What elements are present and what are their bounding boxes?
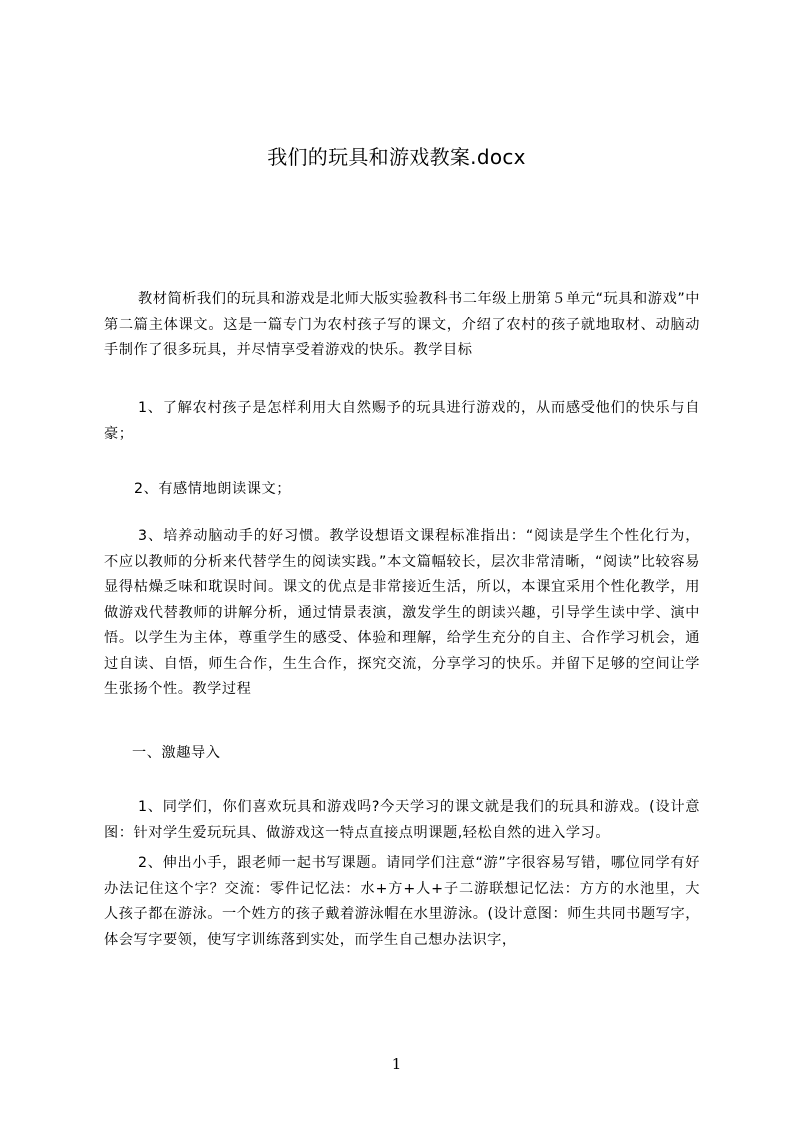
page-number: 1: [391, 1055, 402, 1073]
paragraph-step-2: 2、伸出小手，跟老师一起书写课题。请同学们注意“游”字很容易写错，哪位同学有好办法记住这个字？交流：零件记忆法：水+方+人+子二游联想记忆法：方方的水池里，大人孩子都在游泳。一个姓方的孩子戴着游泳帽在水里游泳。(设计意图：师生共同书题写字，体会写字要领，使写字训练落到实处，而学生自己想办法识字，: [104, 855, 700, 948]
paragraph-step-1: 1、同学们，你们喜欢玩具和游戏吗?今天学习的课文就是我们的玩具和游戏。(设计意图：针对学生爱玩玩具、做游戏这一特点直接点明课题,轻松自然的进入学习。: [104, 799, 700, 841]
paragraph-textbook-analysis: 教材简析我们的玩具和游戏是北师大版实验教科书二年级上册第５单元“玩具和游戏”中第二篇主体课文。这是一篇专门为农村孩子写的课文，介绍了农村的孩子就地取材、动脑动手制作了很多玩具，并尽情享受着游戏的快乐。教学目标: [104, 291, 700, 358]
document-title: 我们的玩具和游戏教案.docx: [267, 145, 526, 169]
paragraph-goal-2: 2、有感情地朗读课文；: [134, 481, 291, 497]
section-heading-intro: 一、激趣导入: [132, 745, 221, 761]
paragraph-goal-1: 1、了解农村孩子是怎样利用大自然赐予的玩具进行游戏的，从而感受他们的快乐与自豪；: [104, 400, 700, 442]
paragraph-goal-3-design: 3、培养动脑动手的好习惯。教学设想语文课程标准指出：“阅读是学生个性化行为，不应以教师的分析来代替学生的阅读实践。”本文篇幅较长，层次非常清晰，“阅读”比较容易显得枯燥乏味和耽误时间。课文的优点是非常接近生活，所以，本课宜采用个性化教学，用做游戏代替教师的讲解分析，通过情景表演，激发学生的朗读兴趣，引导学生读中学、演中悟。以学生为主体，尊重学生的感受、体验和理解，给学生充分的自主、合作学习机会，通过自读、自悟，师生合作，生生合作，探究交流，分享学习的快乐。并留下足够的空间让学生张扬个性。教学过程: [104, 528, 700, 697]
